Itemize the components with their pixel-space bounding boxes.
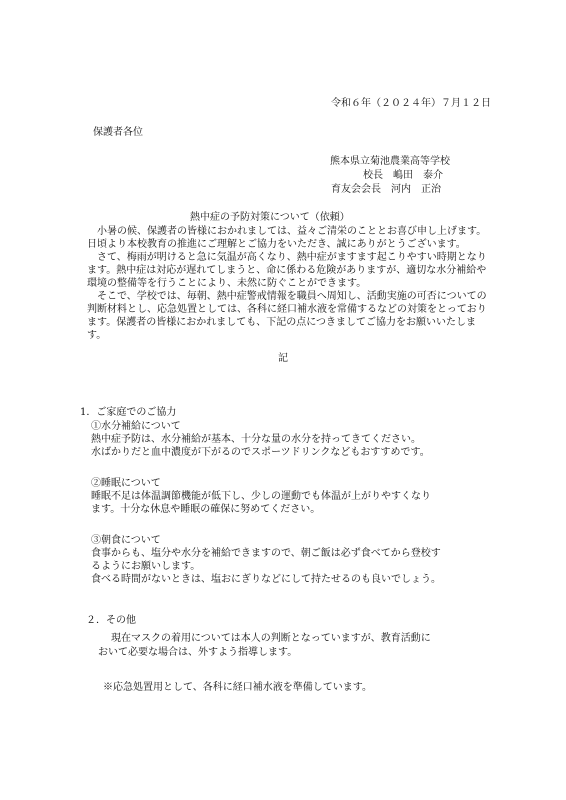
letter-title: 熱中症の予防対策について（依頼） [190, 212, 350, 223]
item-line: 食べる時間がないときは、塩おにぎりなどにして持たせるのも良いでしょう。 [91, 574, 441, 585]
section1-heading: 1．ご家庭でのご協力 [80, 407, 177, 418]
ki-mark: 記 [278, 353, 288, 364]
section2-line: 現在マスクの着用については本人の判断となっていますが、教育活動に [111, 633, 431, 644]
recipient: 保護者各位 [93, 127, 143, 138]
item-title: ②睡眠について [91, 478, 161, 489]
item-line: 睡眠不足は体温調節機能が低下し、少しの運動でも体温が上がりやすくなり [91, 491, 431, 502]
item-line: 熱中症予防は、水分補給が基本、十分な量の水分を持ってきてください。 [91, 434, 421, 445]
item-line: るようにお願いします。 [91, 561, 201, 572]
item-sleep [91, 477, 501, 516]
item-line: 食事からも、塩分や水分を補給できますので、朝ご飯は必ず食べてから登校す [91, 548, 441, 559]
item-title: ③朝食について [91, 535, 161, 546]
section2-line: おいて必要な場合は、外すよう指導します。 [98, 647, 298, 658]
body-paragraph: そこで、学校では、毎朝、熱中症警戒情報を職員へ周知し、活動実施の可否についての判断材料とし、応急処置としては、各科に経口補水液を常備するなどの対策をとっております。保護者の皆様におかれましても、下記の点につきましてご協力をお願いいたします。 [87, 291, 487, 341]
item-water [91, 420, 501, 459]
section2-heading: ２．その他 [86, 615, 136, 626]
item-title: ①水分補給について [91, 421, 181, 432]
section2-note: ※応急処置用として、各科に経口補水液を準備しています。 [103, 682, 372, 693]
item-breakfast [91, 534, 501, 586]
item-line: 水ばかりだと血中濃度が下がるのでスポーツドリンクなどもおすすめです。 [91, 447, 430, 458]
body-paragraph: さて、梅雨が明けると急に気温が高くなり、熱中症がますます起こりやすい時期となります。熱中症は対応が遅れてしまうと、命に係わる危険がありますが、適切な水分補給や環境の整備等を行うことにより、未然に防ぐことができます。 [87, 252, 487, 289]
letter-body [87, 225, 493, 342]
sender-pta: 育友会会長 河内 正治 [331, 184, 441, 195]
item-line: ます。十分な休息や睡眠の確保に努めてください。 [91, 504, 321, 515]
body-paragraph: 小暑の候、保護者の皆様におかれましては、益々ご清栄のこととお喜び申し上げます。日頃より本校教育の推進にご理解とご協力をいただき、誠にありがとうございます。 [87, 226, 487, 250]
sender-principal: 校長 嶋田 泰介 [363, 170, 443, 181]
letter-date: 令和６年（２０２４年）７月１２日 [331, 98, 491, 109]
sender-school: 熊本県立菊池農業高等学校 [330, 156, 450, 167]
